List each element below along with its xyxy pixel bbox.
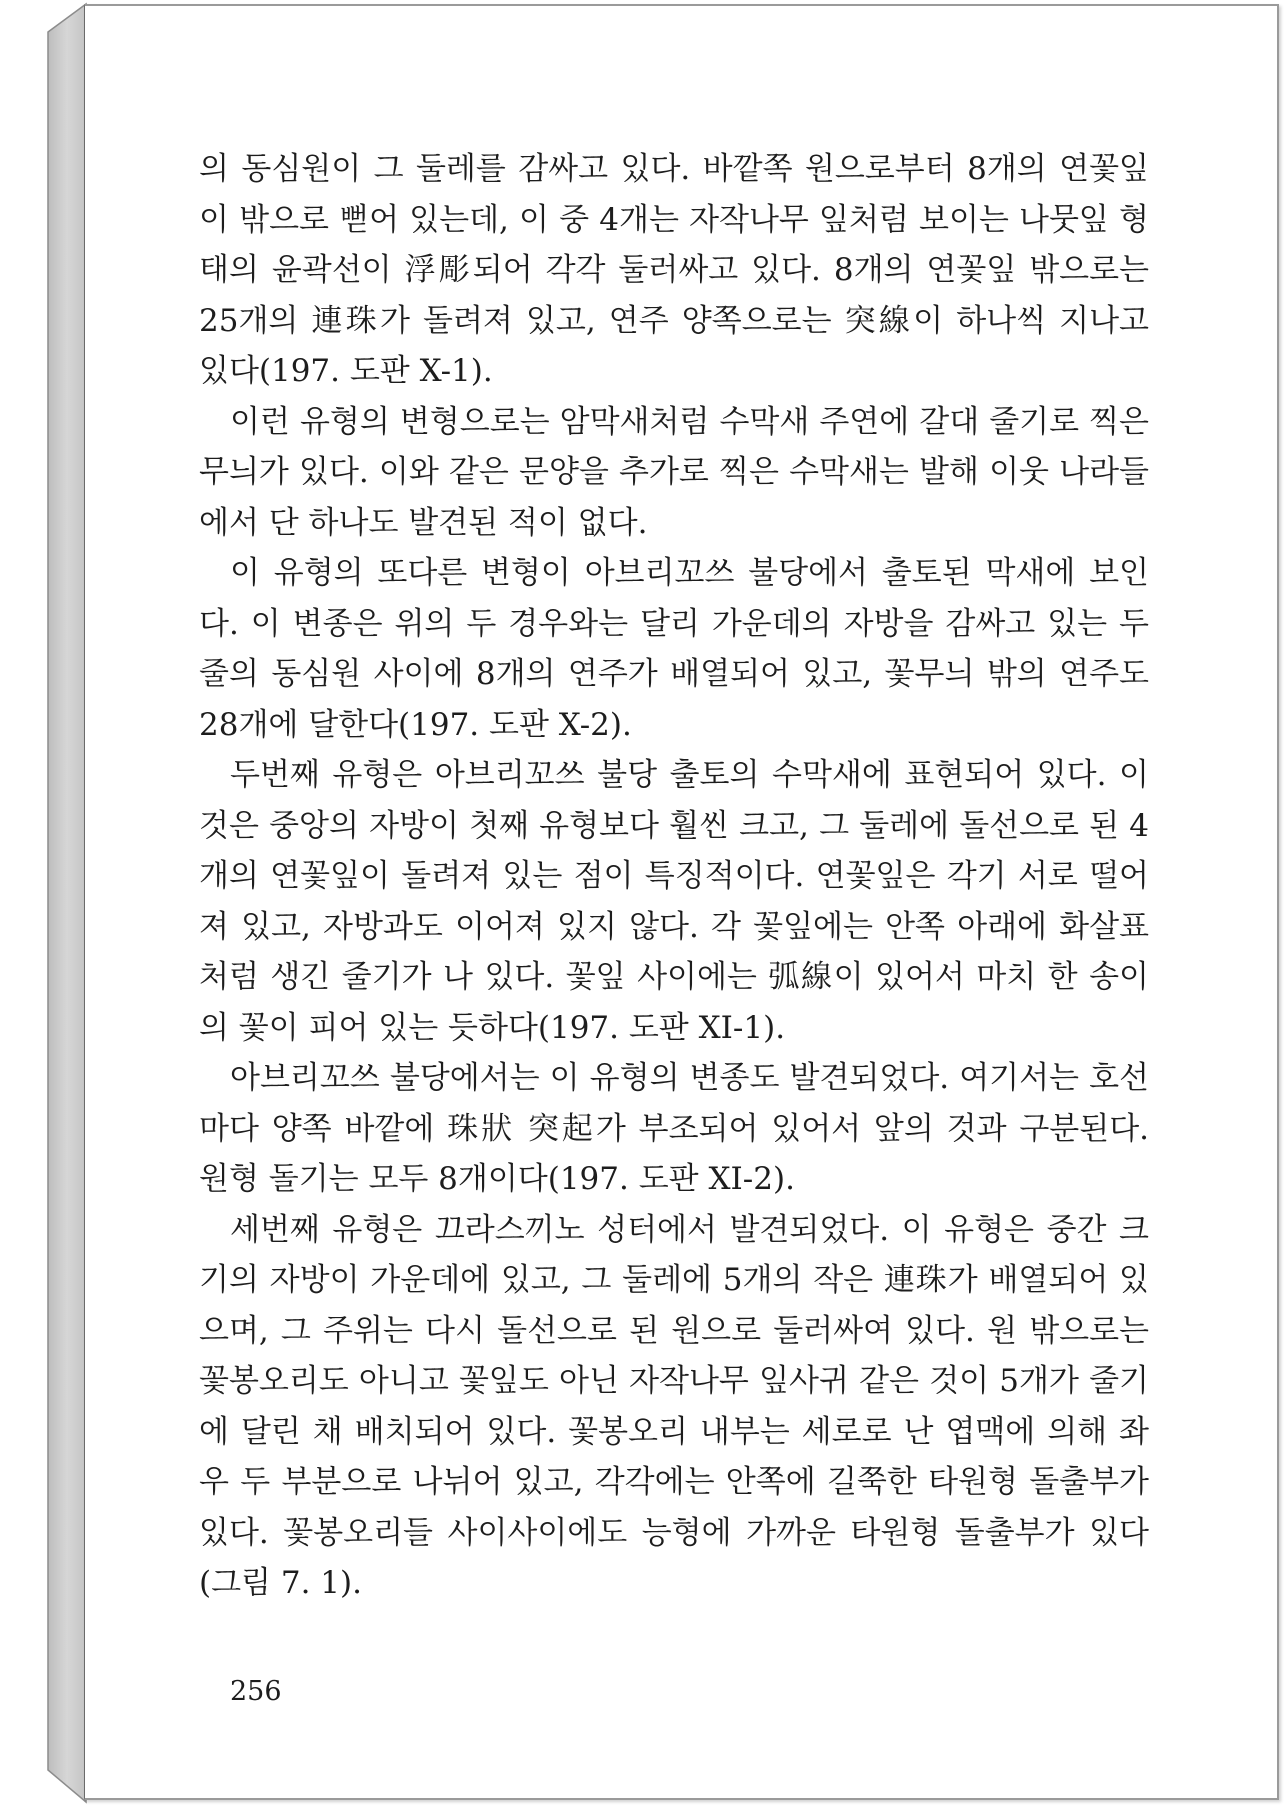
paragraph: 세번째 유형은 끄라스끼노 성터에서 발견되었다. 이 유형은 중간 크기의 자방이 가운데에 있고, 그 둘레에 5개의 작은 連珠가 배열되어 있으며, 그 주위는 다시 돌선으로 된 원으로 둘러싸여 있다. 원 밖으로는 꽃봉오리도 아니고 꽃잎도 아닌 자작나무 잎사귀 같은 것이 5개가 줄기에 달린 채 배치되어 있다. 꽃봉오리 내부는 세로로 난 엽맥에 의해 좌우 두 부분으로 나뉘어 있고, 각각에는 안쪽에 길쭉한 타원형 돌출부가 있다. 꽃봉오리들 사이사이에도 능형에 가까운 타원형 돌출부가 있다(그림 7. 1). xyxy=(199,1211,1149,1601)
paragraph: 이런 유형의 변형으로는 암막새처럼 수막새 주연에 갈대 줄기로 찍은 무늬가 있다. 이와 같은 문양을 추가로 찍은 수막새는 발해 이웃 나라들에서 단 하나도 발견된 적이 없다. xyxy=(199,403,1149,541)
paragraph: 두번째 유형은 아브리꼬쓰 불당 출토의 수막새에 표현되어 있다. 이것은 중앙의 자방이 첫째 유형보다 훨씬 크고, 그 둘레에 돌선으로 된 4개의 연꽃잎이 돌려져 있는 점이 특징적이다. 연꽃잎은 각기 서로 떨어져 있고, 자방과도 이어져 있지 않다. 각 꽃잎에는 안쪽 아래에 화살표처럼 생긴 줄기가 나 있다. 꽃잎 사이에는 弧線이 있어서 마치 한 송이의 꽃이 피어 있는 듯하다(197. 도판 XI-1). xyxy=(199,757,1149,1046)
body-text xyxy=(199,144,1149,1609)
paragraph: 이 유형의 또다른 변형이 아브리꼬쓰 불당에서 출토된 막새에 보인다. 이 변종은 위의 두 경우와는 달리 가운데의 자방을 감싸고 있는 두 줄의 동심원 사이에 8개의 연주가 배열되어 있고, 꽃무늬 밖의 연주도 28개에 달한다(197. 도판 X-2). xyxy=(199,555,1149,743)
paragraph: 의 동심원이 그 둘레를 감싸고 있다. 바깥쪽 원으로부터 8개의 연꽃잎이 밖으로 뻗어 있는데, 이 중 4개는 자작나무 잎처럼 보이는 나뭇잎 형태의 윤곽선이 浮彫되어 각각 둘러싸고 있다. 8개의 연꽃잎 밖으로는 25개의 連珠가 돌려져 있고, 연주 양쪽으로는 突線이 하나씩 지나고 있다(197. 도판 X-1). xyxy=(199,151,1149,389)
paragraph: 아브리꼬쓰 불당에서는 이 유형의 변종도 발견되었다. 여기서는 호선마다 양쪽 바깥에 珠狀 突起가 부조되어 있어서 앞의 것과 구분된다. 원형 돌기는 모두 8개이다(197. 도판 XI-2). xyxy=(199,1060,1149,1197)
page-number: 256 xyxy=(230,1676,282,1707)
book-spine xyxy=(0,0,90,1806)
